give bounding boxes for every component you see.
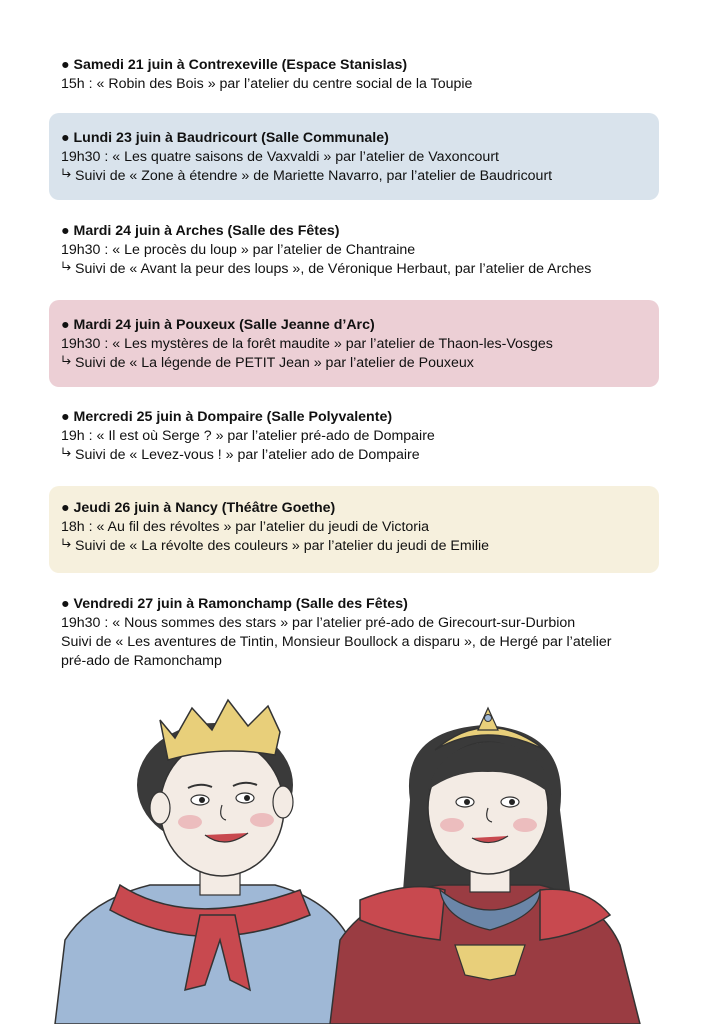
event-followup (61, 260, 659, 279)
king-queen-illustration (0, 690, 708, 1024)
followup-text: Suivi de « La légende de PETIT Jean » par l’atelier de Pouxeux (75, 355, 474, 371)
followup-text: Suivi de « Avant la peur des loups », de Véronique Herbaut, par l’atelier de Arches (75, 261, 592, 277)
followup-text: Suivi de « Levez-vous ! » par l’atelier ado de Dompaire (75, 447, 420, 463)
corner-down-right-arrow-icon (61, 260, 75, 279)
event-ramonchamp (49, 595, 649, 671)
event-line: 19h30 : « Nous sommes des stars » par l’atelier pré-ado de Girecourt-sur-Durbion (61, 615, 576, 631)
event-line: 19h30 : « Les quatre saisons de Vaxvaldi » par l’atelier de Vaxoncourt (61, 149, 499, 165)
event-title: ● Jeudi 26 juin à Nancy (Théâtre Goethe) (61, 500, 336, 516)
followup-text: Suivi de « Zone à étendre » de Mariette Navarro, par l’atelier de Baudricourt (75, 168, 553, 184)
event-title: ● Vendredi 27 juin à Ramonchamp (Salle des Fêtes) (61, 596, 408, 612)
event-baudricourt (49, 113, 659, 200)
event-title: ● Mercredi 25 juin à Dompaire (Salle Polyvalente) (61, 409, 393, 425)
event-nancy (49, 486, 659, 573)
event-line: 19h : « Il est où Serge ? » par l’atelier pré-ado de Dompaire (61, 428, 435, 444)
event-followup (61, 446, 659, 465)
event-followup (61, 167, 659, 186)
event-dompaire (49, 408, 659, 465)
corner-down-right-arrow-icon (61, 167, 75, 186)
event-line: 19h30 : « Les mystères de la forêt maudite » par l’atelier de Thaon-les-Vosges (61, 336, 553, 352)
corner-down-right-arrow-icon (61, 537, 75, 556)
corner-down-right-arrow-icon (61, 354, 75, 373)
event-line: 19h30 : « Le procès du loup » par l’atelier de Chantraine (61, 242, 416, 258)
event-line: 18h : « Au fil des révoltes » par l’atelier du jeudi de Victoria (61, 519, 430, 535)
event-followup (61, 354, 659, 373)
event-title: ● Mardi 24 juin à Pouxeux (Salle Jeanne d’Arc) (61, 317, 375, 333)
event-title: ● Samedi 21 juin à Contrexeville (Espace Stanislas) (61, 57, 408, 73)
event-contrexeville (49, 56, 659, 94)
event-line: 15h : « Robin des Bois » par l’atelier du centre social de la Toupie (61, 76, 473, 92)
event-arches (49, 222, 659, 279)
king-figure (55, 700, 355, 1024)
event-title: ● Lundi 23 juin à Baudricourt (Salle Communale) (61, 130, 389, 146)
event-title: ● Mardi 24 juin à Arches (Salle des Fêtes) (61, 223, 340, 239)
event-followup (61, 537, 659, 556)
corner-down-right-arrow-icon (61, 446, 75, 465)
followup-text: Suivi de « La révolte des couleurs » par l’atelier du jeudi de Emilie (75, 538, 490, 554)
event-pouxeux (49, 300, 659, 387)
queen-figure (330, 708, 640, 1024)
event-line: Suivi de « Les aventures de Tintin, Monsieur Boullock a disparu », de Hergé par l’atelier pré-ado de Ramonchamp (61, 634, 612, 669)
